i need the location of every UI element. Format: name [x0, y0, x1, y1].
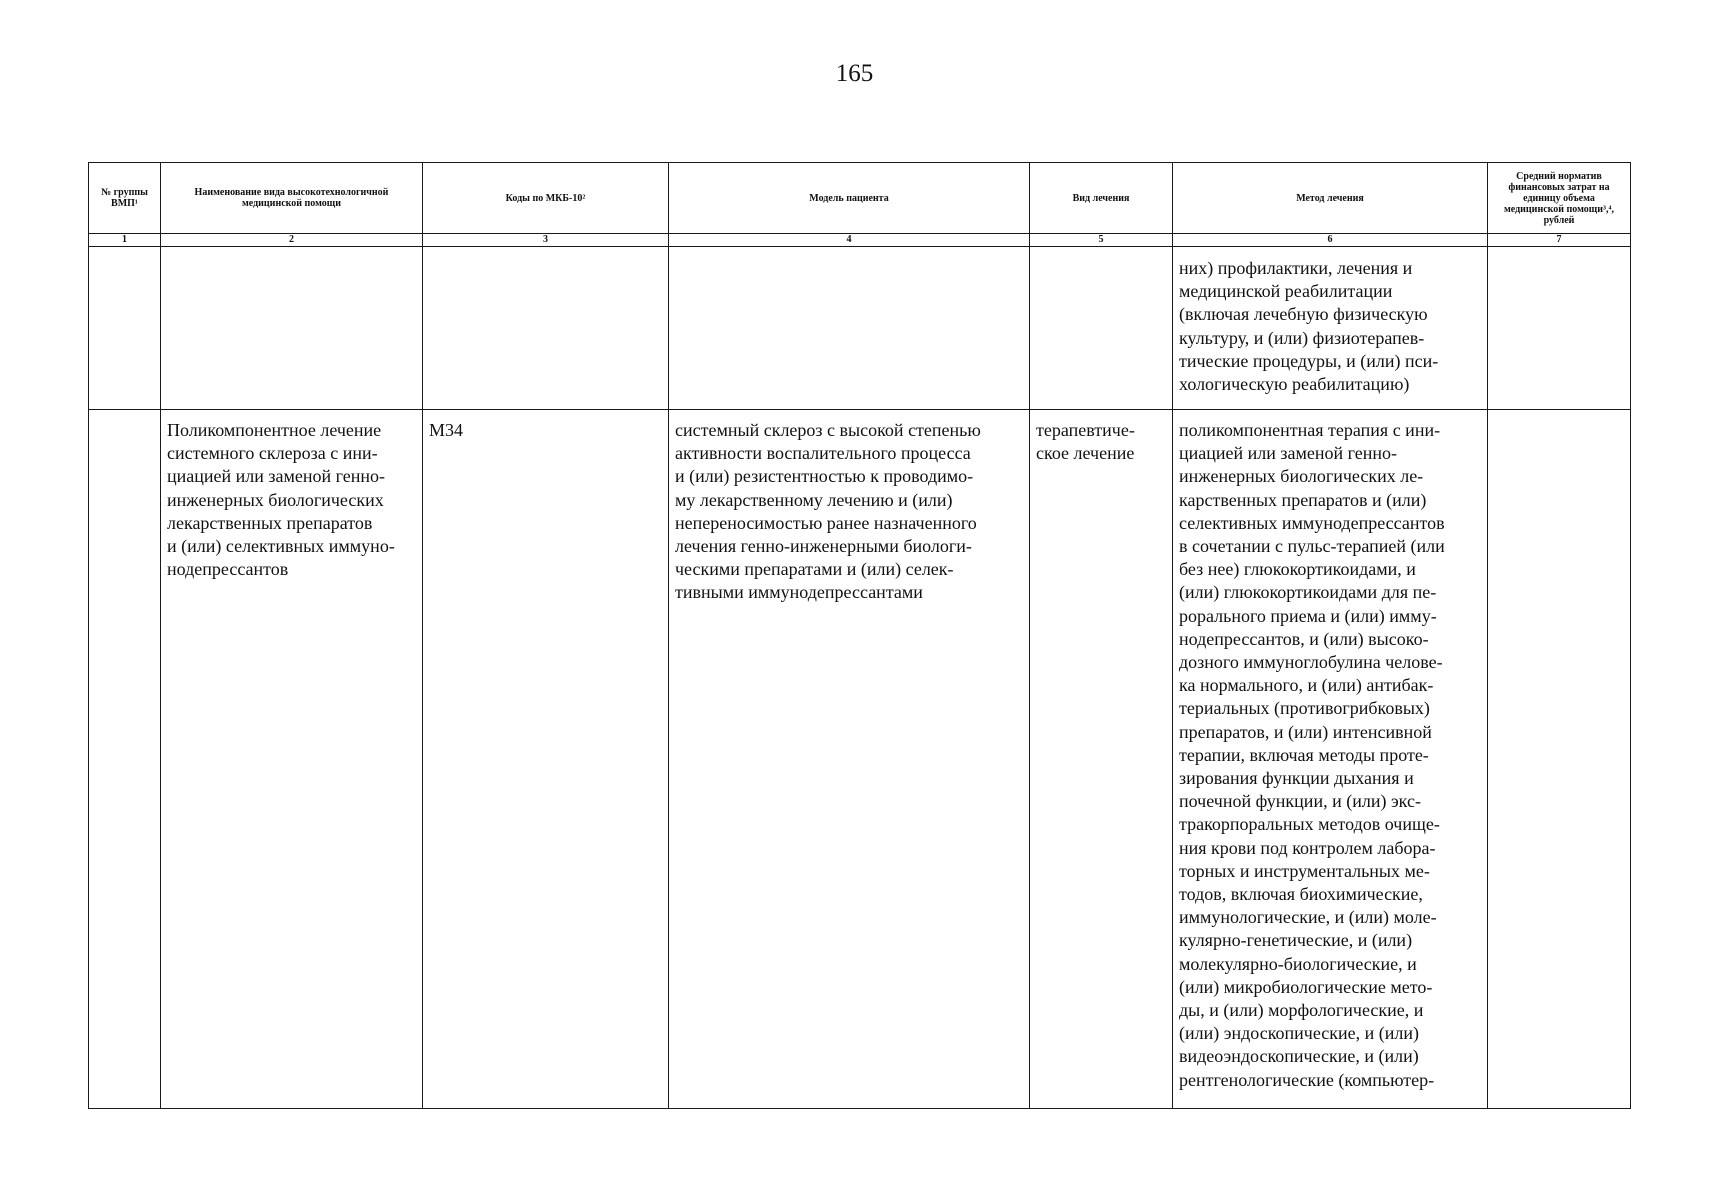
cell-method [1173, 410, 1488, 1109]
cell-group [89, 410, 161, 1109]
header-patient-model: Модель пациента [669, 163, 1030, 234]
icd-code-text: М34 [429, 420, 464, 440]
column-number: 2 [161, 234, 423, 247]
column-number: 3 [423, 234, 669, 247]
cell-name [161, 247, 423, 410]
cell-name [161, 410, 423, 1109]
cell-codes [423, 410, 669, 1109]
cell-group [89, 247, 161, 410]
table-row [89, 410, 1631, 1109]
table-row [89, 247, 1631, 410]
cell-patient-model [669, 247, 1030, 410]
column-number: 7 [1488, 234, 1631, 247]
column-number-row [89, 234, 1631, 247]
cell-treatment-type [1030, 247, 1173, 410]
header-group: № группы ВМП¹ [89, 163, 161, 234]
treatment-type-text: терапевтиче- ское лечение [1036, 420, 1135, 464]
header-method: Метод лечения [1173, 163, 1488, 234]
header-row [89, 163, 1631, 234]
cell-method [1173, 247, 1488, 410]
method-text: них) профилактики, лечения и медицинской реабилитации (включая лечебную физическую культуру, и (или) физиотерапев- тические процедуры, и (или) пси- хологическую реабилитацию) [1179, 258, 1439, 395]
header-treatment-type: Вид лечения [1030, 163, 1173, 234]
vmp-table [88, 162, 1631, 1109]
column-number: 4 [669, 234, 1030, 247]
method-text: поликомпонентная терапия с ини- циацией или заменой генно- инженерных биологических ле- карственных препаратов и (или) селективных иммунодепрессантов в сочетании с пульс-терапией (или без нее) глюкокортикоидами, и (или) глюкокортикоидами для пе- рорального приема и (или) имму- нодепрессантов, и (или) высоко- дозного иммуноглобулина челове- ка нормального, и (или) антибак- териальных (противогрибковых) препаратов, и (или) интенсивной терапии, включая методы проте- зирования функции дыхания и почечной функции, и (или) экс- тракорпоральных методов очище- ния крови под контролем лабора- торных и инструментальных ме- тодов, включая биохимические, иммунологические, и (или) моле- кулярно-генетические, и (или) молекулярно-биологические, и (или) микробиологические мето- ды, и (или) морфологические, и (или) эндоскопические, и (или) видеоэндоскопические, и (или) рентгенологические (компьютер- [1179, 420, 1445, 1090]
column-number: 6 [1173, 234, 1488, 247]
cell-treatment-type [1030, 410, 1173, 1109]
column-number: 1 [89, 234, 161, 247]
header-cost: Средний норматив финансовых затрат на единицу объема медицинской помощи³,⁴, рублей [1488, 163, 1631, 234]
header-name: Наименование вида высокотехнологичной медицинской помощи [161, 163, 423, 234]
patient-model-text: системный склероз с высокой степенью активности воспалительного процесса и (или) резистентностью к проводимо- му лекарственному лечению и (или) непереносимостью ранее назначенного лечения генно-инженерными биологи- ческими препаратами и (или) селек- тивными иммунодепрессантами [675, 420, 981, 603]
page-number: 165 [835, 60, 874, 87]
column-number: 5 [1030, 234, 1173, 247]
cell-patient-model [669, 410, 1030, 1109]
header-codes: Коды по МКБ-10² [423, 163, 669, 234]
cell-cost [1488, 410, 1631, 1109]
treatment-name-text: Поликомпонентное лечение системного склероза с ини- циацией или заменой генно- инженерных биологических лекарственных препаратов и (или) селективных иммуно- нодепрессантов [167, 420, 395, 580]
cell-codes [423, 247, 669, 410]
cell-cost [1488, 247, 1631, 410]
